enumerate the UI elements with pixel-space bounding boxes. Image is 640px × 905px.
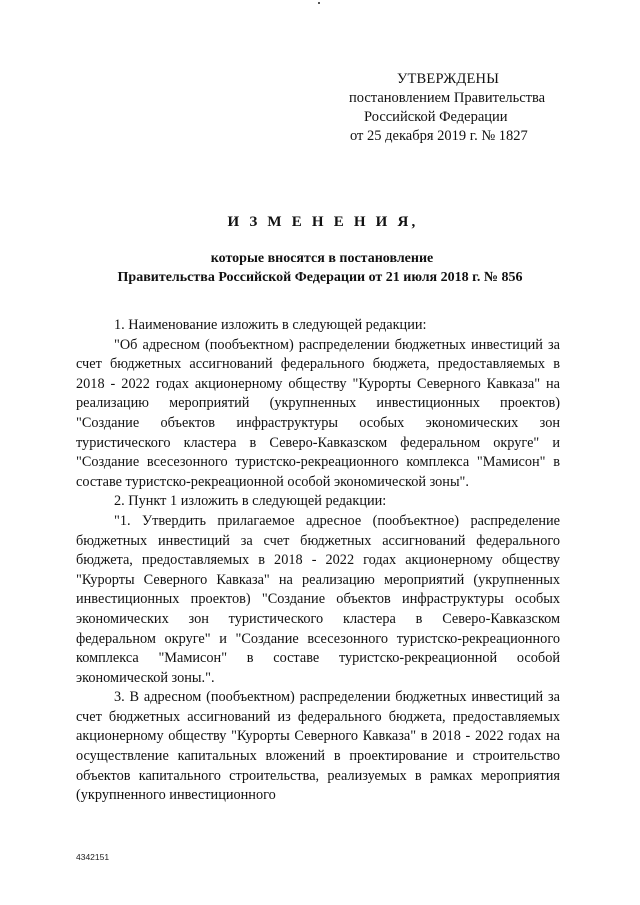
approval-issuer: постановлением Правительства	[349, 90, 546, 106]
approval-stamp	[300, 70, 600, 146]
paragraph-item-3: 3. В адресном (пообъектном) распределении бюджетных инвестиций за счет бюджетных ассигнований из федерального бюджета, предоставляемых акционерному обществу "Курорты Северного Кавказа" в 2018 - 2022 годах на осуществление капитальных вложений в проектирование и строительство объектов капитального строительства, реализуемых в рамках мероприятия (укрупненного инвестиционного	[76, 689, 560, 804]
document-number: 4342151	[76, 852, 110, 862]
approval-authority: Российской Федерации	[364, 109, 508, 125]
document-title: И З М Е Н Е Н И Я,	[227, 214, 419, 230]
document-heading	[0, 212, 640, 287]
document-subtitle-line1: которые вносятся в постановление	[210, 251, 434, 266]
paragraph-item-1-text: "Об адресном (пообъектном) распределении бюджетных инвестиций за счет бюджетных ассигнований федерального бюджета, предоставляемых в 2018 - 2022 годах акционерному обществу "Курорты Северного Кавказа" на реализацию мероприятий (укрупненных инвестиционных проектов) "Создание объектов инфраструктуры особых экономических зон туристического кластера в Северо-Кавказском федеральном округе" и "Создание всесезонного туристско-рекреационного комплекса "Мамисон" в составе туристско-рекреационной особой экономической зоны".	[76, 336, 560, 490]
paragraph-item-1: 1. Наименование изложить в следующей редакции:	[114, 317, 427, 333]
approval-date-number: от 25 декабря 2019 г. № 1827	[350, 128, 528, 144]
paragraph-item-2-text: "1. Утвердить прилагаемое адресное (пообъектное) распределение бюджетных инвестиций за счет бюджетных ассигнований федерального бюджета, предоставляемых в 2018 - 2022 годах акционерному обществу "Курорты Северного Кавказа" на реализацию мероприятий (укрупненных инвестиционных проектов) "Создание объектов инфраструктуры особых экономических зон туристического кластера в Северо-Кавказском федеральном округе" и "Создание всесезонного туристско-рекреационного комплекса "Мамисон" в составе туристско-рекреационной особой экономической зоны.".	[76, 512, 560, 686]
scan-mark	[318, 2, 320, 4]
paragraph-item-2: 2. Пункт 1 изложить в следующей редакции:	[114, 493, 387, 510]
document-subtitle-line2: Правительства Российской Федерации от 21 июля 2018 г. № 856	[117, 270, 523, 285]
document-body	[76, 316, 560, 806]
approval-title: УТВЕРЖДЕНЫ	[397, 71, 500, 87]
